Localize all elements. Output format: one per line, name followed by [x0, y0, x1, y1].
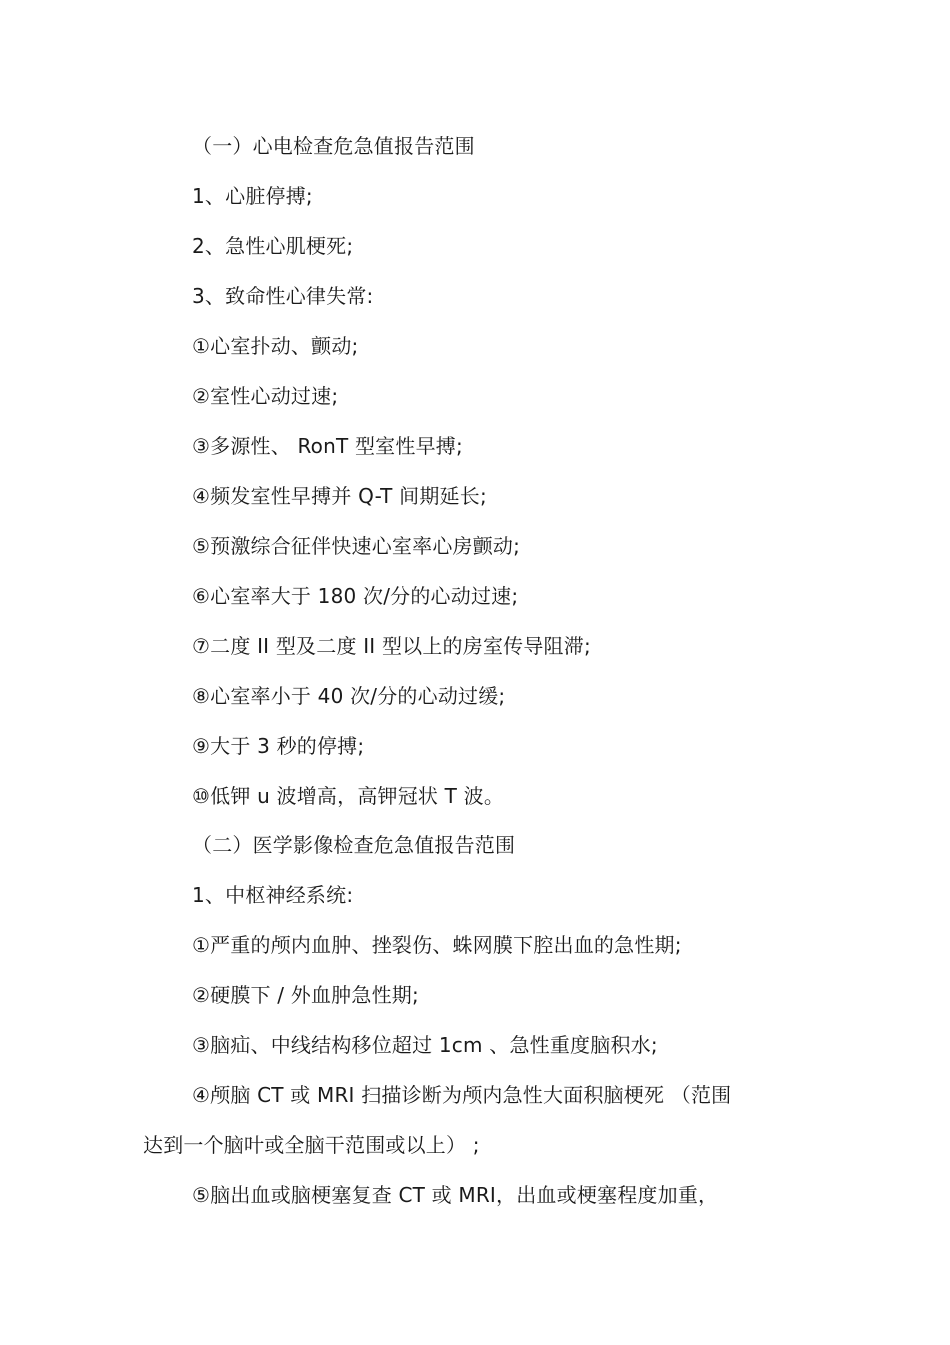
- list-item: ⑨大于 3 秒的停搏;: [192, 734, 365, 758]
- list-item: ③多源性、 RonT 型室性早搏;: [192, 434, 463, 458]
- list-item: ④频发室性早搏并 Q-T 间期延长;: [192, 484, 487, 508]
- list-item: 2、急性心肌梗死;: [192, 234, 354, 258]
- list-item: ②室性心动过速;: [192, 384, 339, 408]
- list-item: ①心室扑动、颤动;: [192, 334, 359, 358]
- list-item: ⑥心室率大于 180 次/分的心动过速;: [192, 584, 519, 608]
- list-item: ⑤预激综合征伴快速心室率心房颤动;: [192, 534, 521, 558]
- section-heading-imaging: （二）医学影像检查危急值报告范围: [192, 833, 516, 857]
- list-item-continuation: 达到一个脑叶或全脑干范围或以上） ;: [143, 1133, 480, 1157]
- list-item: 1、中枢神经系统:: [192, 883, 354, 907]
- list-item: 1、心脏停搏;: [192, 184, 313, 208]
- list-item: ⑧心室率小于 40 次/分的心动过缓;: [192, 684, 506, 708]
- list-item: 3、致命性心律失常:: [192, 284, 374, 308]
- section-heading-ecg: （一）心电检查危急值报告范围: [192, 134, 475, 158]
- list-item: ④颅脑 CT 或 MRI 扫描诊断为颅内急性大面积脑梗死 （范围: [192, 1083, 732, 1107]
- list-item: ②硬膜下 / 外血肿急性期;: [192, 983, 419, 1007]
- list-item: ③脑疝、中线结构移位超过 1cm 、急性重度脑积水;: [192, 1033, 658, 1057]
- list-item: ⑦二度 II 型及二度 II 型以上的房室传导阻滞;: [192, 634, 591, 658]
- list-item: ⑤脑出血或脑梗塞复查 CT 或 MRI，出血或梗塞程度加重，: [192, 1183, 719, 1207]
- list-item: ⑩低钾 u 波增高，高钾冠状 T 波。: [192, 784, 505, 808]
- list-item: ①严重的颅内血肿、挫裂伤、蛛网膜下腔出血的急性期;: [192, 933, 682, 957]
